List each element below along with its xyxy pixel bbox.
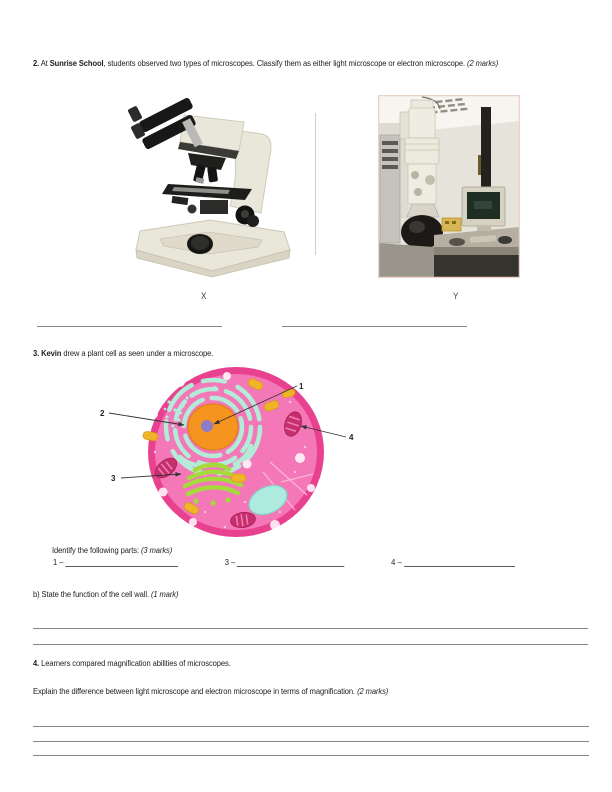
blank-3-prefix: 3 – xyxy=(224,557,236,567)
diagram-label-3: 3 xyxy=(111,474,116,483)
question-3-text: 3. Kevin drew a plant cell as seen under a microscope. xyxy=(33,348,214,358)
question-3-number: 3. xyxy=(33,348,40,358)
answer-blank-4[interactable] xyxy=(404,557,515,567)
answer-blank-3[interactable] xyxy=(237,557,344,567)
student-name: Kevin xyxy=(41,348,62,358)
identify-parts-text: Identify the following parts: (3 marks) xyxy=(52,545,173,555)
figure-label-y: Y xyxy=(453,291,459,302)
computer-monitor xyxy=(462,187,505,231)
figure-label-x: X xyxy=(201,291,207,302)
diagram-label-2: 2 xyxy=(100,409,105,418)
question-2-number: 2. xyxy=(33,58,40,68)
question-4-number: 4. xyxy=(33,658,40,668)
identify-blanks-row xyxy=(53,557,515,567)
question-2-text: 2. At Sunrise School, students observed two types of microscopes. Classify them as either light microscope or electron microscope. (2 marks) xyxy=(33,58,499,68)
q2-marks: (2 marks) xyxy=(467,58,499,68)
answer-line[interactable] xyxy=(33,726,589,727)
blank-4-prefix: 4 – xyxy=(391,557,402,567)
answer-line[interactable] xyxy=(33,628,588,629)
answer-line[interactable] xyxy=(33,741,589,742)
identify-marks: (3 marks) xyxy=(141,545,173,555)
answer-line[interactable] xyxy=(33,644,588,645)
electron-microscope-photo xyxy=(378,95,520,278)
diagram-label-4: 4 xyxy=(349,433,354,442)
question-4-prompt: Explain the difference between light microscope and electron microscope in terms of magnification. (2 marks) xyxy=(33,686,389,696)
light-microscope-photo xyxy=(112,93,307,278)
answer-blank-y[interactable] xyxy=(282,326,467,327)
nucleus xyxy=(188,404,238,450)
school-name: Sunrise School xyxy=(49,58,104,68)
figure-divider xyxy=(315,113,316,255)
diagram-label-1: 1 xyxy=(299,382,304,391)
blank-1-prefix: 1 – xyxy=(53,557,64,567)
part-b-text: b) State the function of the cell wall. (1 mark) xyxy=(33,589,179,599)
lab-equipment xyxy=(442,218,461,231)
part-b-marks: (1 mark) xyxy=(150,589,179,599)
answer-line[interactable] xyxy=(33,755,589,756)
plant-cell-diagram xyxy=(95,362,365,542)
answer-blank-1[interactable] xyxy=(66,557,179,567)
answer-blank-x[interactable] xyxy=(37,326,222,327)
nucleolus xyxy=(201,420,213,432)
question-4-intro: 4. Learners compared magnification abilities of microscopes. xyxy=(33,658,231,668)
q4-marks: (2 marks) xyxy=(357,686,389,696)
